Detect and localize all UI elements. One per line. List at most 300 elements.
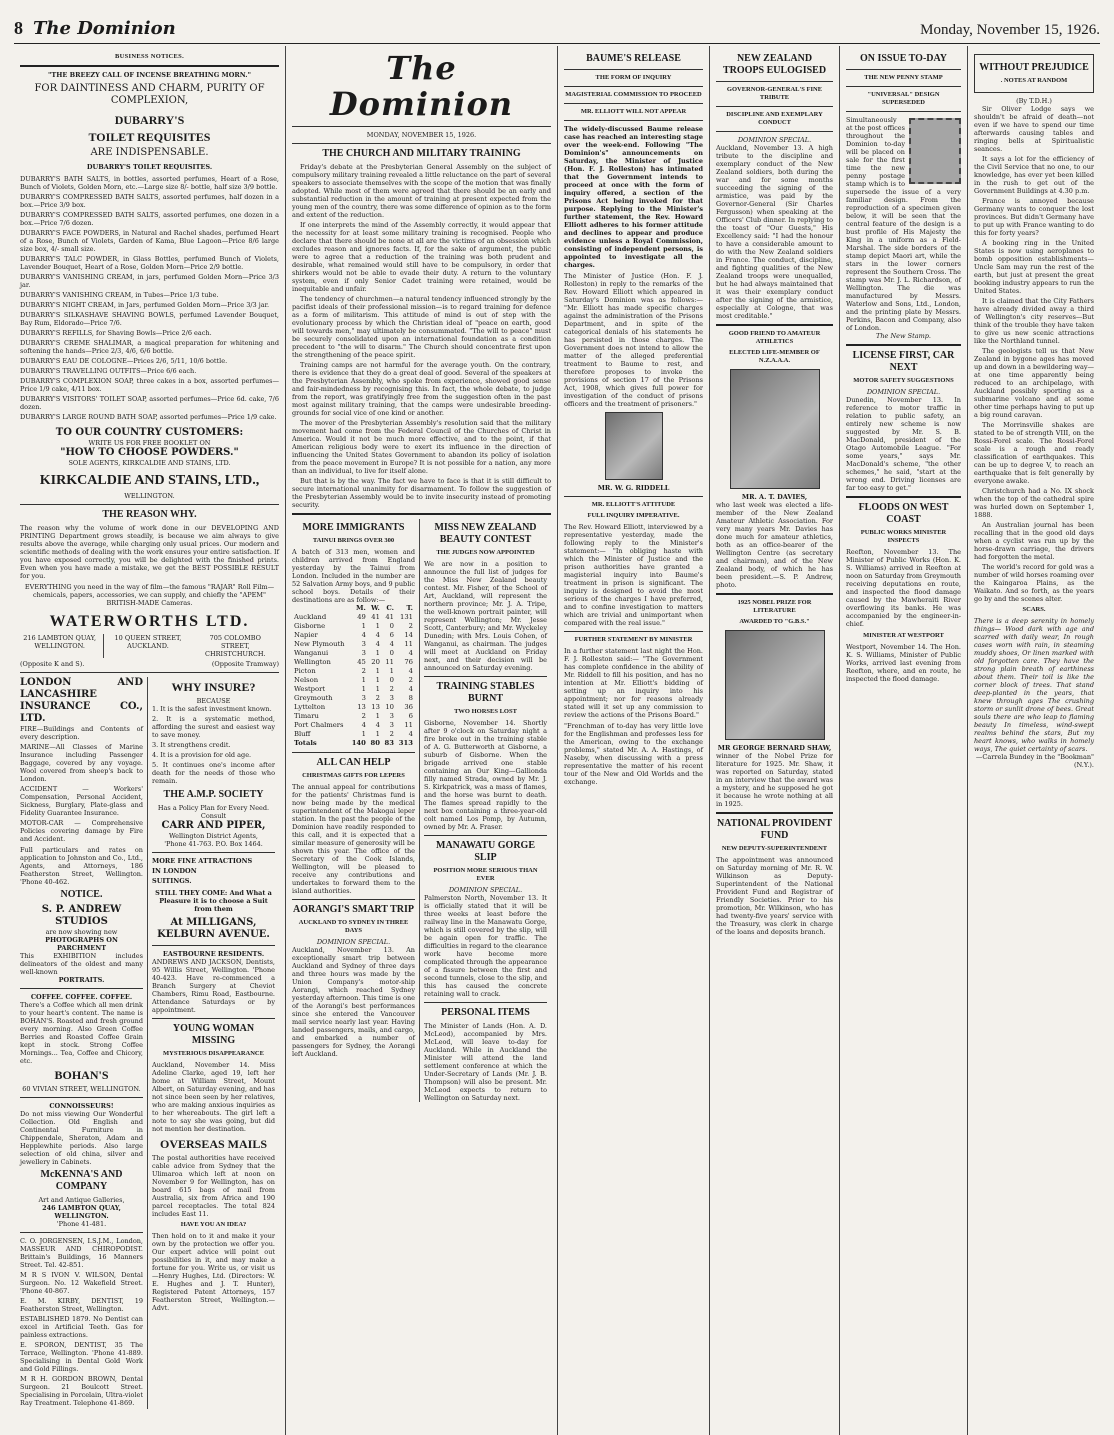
manawatu-text: Palmerston North, November 13. It is officially stated that it will be three weeks at least before the railway line in the Manawatu Gorge, which is still covered by the slip, will be again open for traffic. The difficulties in regard to the clearance work have become more complicated through the appearance of a fissure between the first and second tunnels, close to the slip, and this has caused the concrete retaining wall to crack. xyxy=(424,894,547,998)
dubarry-line: FOR DAINTINESS AND CHARM, PURITY OF COMPLEXION, xyxy=(34,83,265,106)
dental-item: M R S IVON V. WILSON, Dental Surgeon. No. 12 Wakefield Street. 'Phone 40-867. xyxy=(20,1271,143,1295)
dubarry-list-head: DUBARRY'S TOILET REQUISITES. xyxy=(86,163,213,171)
table-row xyxy=(292,613,415,622)
athletics-sub: ELECTED LIFE-MEMBER OF N.Z.A.A.A. xyxy=(729,349,820,364)
beauty-text: We are now in a position to announce the full list of judges for the Miss New Zealand beauty contest. Mr. Fisher, of the School of Art, Auckland, will represent the northern province; Mr. J. A. Tripe, the well-known portrait painter, will represent Wellington; Mr. Jesse Scott, Canterbury; and Mr. Wyckeley Dunedin; with Mrs. Louis Cohen, of Wanganui, as chairman. The judges will meet at Auckland on Friday next, and their decision will be announced on Saturday evening. xyxy=(424,560,547,672)
table-cell: M. xyxy=(356,604,366,612)
scars-head: SCARS. xyxy=(1022,606,1046,613)
table-row xyxy=(292,703,415,712)
amp-consult: Consult xyxy=(200,812,227,820)
waterworths-addr: 10 QUEEN STREET, AUCKLAND. xyxy=(114,634,182,650)
bohans-title: BOHAN'S xyxy=(54,1068,109,1082)
westport-text: Westport, November 14. The Hon. K. S. Williams, Minister of Public Works, arrived last evening from Reefton, where, and en route, he inspected the flood damage. xyxy=(846,643,961,683)
why-item: 1. It is the safest investment known. xyxy=(152,705,272,713)
floods-title: FLOODS ON WEST COAST xyxy=(858,502,949,525)
table-cell: 2 xyxy=(375,694,380,702)
baume-column xyxy=(558,46,710,1435)
masthead: The Dominion xyxy=(329,49,514,123)
table-cell: Nelson xyxy=(294,676,319,684)
penny-stamp-image xyxy=(909,118,961,184)
dubarry-item: DUBARRY'S REFILLS, for Shaving Bowls—Price 2/6 each. xyxy=(20,329,212,337)
ks-city: WELLINGTON. xyxy=(124,492,175,500)
table-cell: 41 xyxy=(385,613,394,621)
idea-text: Then hold on to it and make it your own by the protection we offer you. Our expert advice will point out possibilities in it, and may make a fortune for you. Write us, or visit us—Henry Hughes, Ltd. (Directors: W. E. Hughes and J. T. Hunter), Registered Patent Attorneys, 157 Featherston Street, Wellington.—Advt. xyxy=(152,1232,275,1312)
mckennas-phone: 'Phone 41-481. xyxy=(56,1220,107,1228)
milligans: At MILLIGANS, KELBURN AVENUE. xyxy=(157,917,270,940)
table-row xyxy=(292,640,415,649)
troops-special: DOMINION SPECIAL. xyxy=(737,136,812,144)
license-text: Dunedin, November 13. In reference to motor traffic in relation to public safety, an entirely new scheme is now suggested by Mr. S. B. MacDonald, president of the Otago Automobile League. "For some years," says Mr. MacDonald's scheme, "the other schemes," he said, "start at the wrong end. Driving licenses are far too easy to get." xyxy=(846,396,961,492)
table-cell: 2 xyxy=(389,685,394,693)
table-cell: Wanganui xyxy=(294,649,329,657)
mckennas-sub: Art and Antique Galleries, xyxy=(38,1196,125,1204)
table-cell: Gisborne xyxy=(294,622,326,630)
table-cell: 6 xyxy=(408,712,413,720)
table-cell: New Plymouth xyxy=(294,640,345,648)
london-foot: Full particulars and rates on application to Johnston and Co., Ltd., Agents, and Attorneys, 186 Featherston Street, Wellington. 'Phone 40-462. xyxy=(20,846,143,886)
page-header xyxy=(14,18,1100,44)
dubarry-item: DUBARRY'S VANISHING CREAM, in jars, perfumed Golden Morn—Price 3/3 jar. xyxy=(20,273,279,289)
table-cell: 80 xyxy=(370,739,380,747)
connoisseurs-head: CONNOISSEURS! xyxy=(49,1102,114,1110)
table-cell: 140 xyxy=(351,739,366,747)
dubarry-title-2: TOILET REQUISITES xyxy=(88,130,211,144)
table-cell: 0 xyxy=(389,622,394,630)
table-cell: 4 xyxy=(375,721,380,729)
why-because: BECAUSE xyxy=(196,697,231,705)
table-row xyxy=(292,694,415,703)
prov-text: "Frenchman of to-day has very little love for the Englishman and professes less for the American, owing to the exchange problems," stated Mr. A. A. Hastings, of Naseby, when discussing with a press representative the matter of his recent tour of the New and Old Worlds and the exchange. xyxy=(564,722,703,786)
why-insure-title: WHY INSURE? xyxy=(171,680,256,694)
reason-line2: EVERYTHING you need in the way of film—the famous "RAJAR" Roll Film—chemicals, papers, accessories, we can supply, and chiefly the "APEM" BRITISH-MADE Cameras. xyxy=(24,583,275,607)
personal-text: The Minister of Lands (Hon. A. D. McLeod), accompanied by Mrs. McLeod, will leave to-day for Auckland. While in Auckland the Minister will attend the land settlement conference at which the Under-Secretary of Lands (Mr. J. B. Thompson) will also be present. Mr. McLeod expects to return to Wellington on Saturday next. xyxy=(424,1022,547,1102)
table-cell: 0 xyxy=(389,649,394,657)
table-cell: Timaru xyxy=(294,712,319,720)
table-header xyxy=(292,604,415,613)
table-cell: 1 xyxy=(375,730,380,738)
editorial-paragraph: Friday's debate at the Presbyterian General Assembly on the subject of compulsory military training revealed a little reluctance on the part of several speakers to associate themselves with the scope of the motion that was finally adopted. While most of them were agreed that there should be an early and substantial reduction in the amount of training at present expected from the young men of the country, there was some difference of opinion as to the form and extent of the reduction. xyxy=(292,163,551,219)
dubarry-item: DUBARRY'S COMPRESSED BATH SALTS, assorted perfumes, one dozen in a box.—Price 7/6 dozen. xyxy=(20,211,279,227)
dubarry-item: DUBARRY'S TALC POWDER, in Glass Bottles, perfumed Bunch of Violets, Lavender Bouquet, Heart of a Rose, Golden Morn—Price 2/9 bottle. xyxy=(20,255,279,271)
table-cell: 4 xyxy=(361,631,366,639)
idea-title: HAVE YOU AN IDEA? xyxy=(180,1221,247,1228)
stamp-text: Simultaneously at the post offices throughout the Dominion to-day will be placed on sale for the first time the new penny postage stamp which is to supersede the issue of a very familiar design. From the reproduction of a specimen given below, it will be seen that the central feature of the design is a bust profile of His Majesty the King in a uniform as a Field-Marshal. The side borders of the stamp depict Maori art, while the stars in the lower corners represent the Southern Cross. The stamp was Mr. J. L. Richardson, of Wellington. The die was manufactured by Messrs. Waterlow and Sons, Ltd., London, and the printing plate by Messrs. Perkins, Bacon and Company, also of London. xyxy=(846,116,961,332)
notes-paragraph: The geologists tell us that New Zealand in bygone ages has moved up and down in a bewildering way—at one time apparently being reduced to an archipelago, with Auckland possibly sporting as a submarine volcano and at some other time perhaps having to put up a big round caravan. xyxy=(974,347,1094,419)
floods-text: Reefton, November 13. The Minister of Public Works (Hon. K. S. Williams) arrived in Reefton at noon on Saturday from Greymouth receiving deputations en route, and inspected the flood damage caused by the Mawheraiti River overflowing its banks. He was accompanied by the engineer-in-chief. xyxy=(846,548,961,628)
stamp-caption: The New Stamp. xyxy=(876,332,931,340)
table-cell: W. xyxy=(370,604,380,612)
table-cell: 1 xyxy=(375,676,380,684)
london-item: ACCIDENT — Workers' Compensation, Personal Accident, Sickness, Burglary, Plate-glass and Fidelity Guarantee Insurance. xyxy=(20,785,143,817)
dental-item: E. SPORON, DENTIST, 35 The Terrace, Wellington. 'Phone 41-889. Specialising in Dental Gold Work and Gold Fillings. xyxy=(20,1341,143,1373)
table-cell: Auckland xyxy=(294,613,327,621)
table-cell: 6 xyxy=(389,631,394,639)
eastbourne-head: EASTBOURNE RESIDENTS. xyxy=(162,950,265,958)
table-cell: 2 xyxy=(408,622,413,630)
why-item: 5. It continues one's income after death for the needs of those who remain. xyxy=(152,761,275,785)
stamp-column xyxy=(840,46,968,1435)
missing-sub: MYSTERIOUS DISAPPEARANCE xyxy=(163,1050,264,1057)
davies-caption: MR. A. T. DAVIES, xyxy=(741,493,808,501)
studios-text: This EXHIBITION includes delineators of the oldest and many well-known xyxy=(20,952,143,976)
further-text: In a further statement last night the Hon. F. J. Rolleston said:— "The Government has complete confidence in the ability of Mr. Riddell to fill his position, and has no intention at Mr. Elliott's bidding of setting up an inquiry into his appointment; nor for reasons already stated will it set up any commission to review the actions of the Prisons Board." xyxy=(564,647,703,719)
table-cell: 1 xyxy=(361,685,366,693)
attitude-text: The Rev. Howard Elliott, interviewed by a representative yesterday, made the following reply to the Minister's statement:— "In obliging haste with which the Minister of Justice and the prison authorities have granted a magisterial inquiry into Baume's treatment in prison is significant. The inquiry is designed to avoid the most serious of the charges I have preferred, and to confine investigation to matters which are trivial and unimportant when compared with the real issue." xyxy=(564,523,703,627)
table-cell: C. xyxy=(386,604,394,612)
why-item: 3. It strengthens credit. xyxy=(152,741,231,749)
table-cell: T. xyxy=(406,604,413,612)
dubarry-item: DUBARRY'S EAU DE COLOGNE—Prices 2/6, 5/11, 10/6 bottle. xyxy=(20,357,228,365)
still-coming: STILL THEY COME: And What a Pleasure it is to choose a Suit from them xyxy=(155,889,272,913)
help-sub: CHRISTMAS GIFTS FOR LEPERS xyxy=(302,772,405,779)
reason-head: THE REASON WHY. xyxy=(102,509,197,520)
dubarry-item: DUBARRY'S LARGE ROUND BATH SOAP, assorted perfumes—Price 1/9 cake. xyxy=(20,413,277,421)
dubarry-item: DUBARRY'S TRAVELLING OUTFITS—Price 6/6 each. xyxy=(20,367,197,375)
stables-text: Gisborne, November 14. Shortly after 9 o'clock on Saturday night a fire broke out in the training stable of A. G. Butterworth at Gisborne, a suburb of Gisborne. When the brigade arrived one stable containing an Our King—Gallionda filly named Strada, owned by Mr. J. S. Kirkpatrick, was a mass of flames, and the horse was burnt to death. The flames spread rapidly to the next box containing a three-year-old colt named Los Pomp, by Autumn, owned by Mr. A. Fraser. xyxy=(424,719,547,831)
table-cell: 10 xyxy=(385,703,394,711)
issue-date: Monday, November 15, 1926. xyxy=(920,22,1100,38)
customers-head: TO OUR COUNTRY CUSTOMERS: xyxy=(55,427,244,438)
waterworths-title: WATERWORTHS LTD. xyxy=(49,613,250,630)
table-cell: Wellington xyxy=(294,658,331,666)
notes-sign: (N.Y.). xyxy=(1074,761,1094,769)
table-cell: 45 xyxy=(357,658,366,666)
table-cell: Napier xyxy=(294,631,318,639)
dubarry-item: DUBARRY'S SILKASHAVE SHAVING BOWLS, perfumed Lavender Bouquet, Bay Rum, Eldorado—Price 7/6. xyxy=(20,311,279,327)
personal-title: PERSONAL ITEMS xyxy=(441,1007,530,1018)
business-notices-column xyxy=(14,46,286,1435)
notes-body xyxy=(974,105,1094,603)
table-row xyxy=(292,658,415,667)
poem-credit: —Carrela Bundey in the "Bookman" xyxy=(975,753,1094,761)
notes-sub: . NOTES AT RANDOM xyxy=(1000,77,1068,84)
ks-title: KIRKCALDIE AND STAINS, LTD., xyxy=(39,473,260,488)
table-cell: 83 xyxy=(384,739,394,747)
amp-agents-2: Wellington District Agents, xyxy=(168,832,258,840)
fund-text: The appointment was announced on Saturday morning of Mr. R. W. Wilkinson as Deputy-Superintendent of the National Provident Fund and Registrar of Friendly Societies. Prior to his promotion, Mr. Wilkinson, who has had twenty-five years' service with the Treasury, was clerk in charge of the loans and deposits branch. xyxy=(716,856,833,936)
table-cell: Westport xyxy=(294,685,326,693)
table-cell: 3 xyxy=(361,649,366,657)
notes-paragraph: It says a lot for the efficiency of the Civil Service that no one, to our knowledge, has ever yet been killed in the rush to get out of the Government Buildings at 4.30 p.m. xyxy=(974,155,1094,195)
table-row xyxy=(292,712,415,721)
notes-column xyxy=(968,46,1100,1435)
coffee-text: There's a Coffee which all men drink to your heart's content. The name is BOHAN'S. Roasted and fresh ground every morning. Also Green Coffee Berries and Roasted Coffee Grain kept in stock. Strong Coffee Mornings... Tea, Coffee and Chicory, etc. xyxy=(20,1001,143,1065)
studios-line: are now showing new xyxy=(45,928,118,936)
eastbourne-text: ANDREWS AND JACKSON, Dentists, 95 Willis Street, Wellington. 'Phone 40-423. Have re-commenced a Branch Surgery at Cheviot Chambers, Rimu Road, Eastbourne. Attendance Saturdays or by appointment. xyxy=(152,958,275,1014)
notes-title: WITHOUT PREJUDICE xyxy=(979,62,1089,73)
page-number: 8 xyxy=(14,18,23,38)
baume-title: BAUME'S RELEASE xyxy=(586,53,681,64)
editorial-paragraph: If one interprets the mind of the Assembly correctly, it would appear that the necessity for at least some military training is recognised. People who declare that there should be none at all are the victims of an obsession which excludes reason and ignores facts. If, for the sake of argument, the public were to agree that a reduction of the training was both prudent and desirable, what remained would still have to be compulsory, in order that shirkers would not be able to evade their duty. A return to the voluntary system, even if only Senior Cadet training were retained, would be inequitable and unfair. xyxy=(292,221,551,293)
notice-label: NOTICE. xyxy=(60,889,103,900)
london-item: MOTOR-CAR — Comprehensive Policies covering damage by Fire and Accident. xyxy=(20,819,143,843)
table-cell: 1 xyxy=(361,730,366,738)
dubarry-item: DUBARRY'S VISITORS' TOILET SOAP, assorted perfumes—Price 6d. cake, 7/6 dozen. xyxy=(20,395,279,411)
moor-line: IN LONDON xyxy=(152,867,197,875)
amp-phone: 'Phone 41-763. P.O. Box 1464. xyxy=(164,840,263,848)
customers-agents: SOLE AGENTS, KIRKCALDIE AND STAINS, LTD. xyxy=(68,459,231,467)
london-item: MARINE—All Classes of Marine Insurance including Passenger Baggage, covered by any voyage. Wool covered from sheep's back to London. xyxy=(20,743,143,783)
table-cell: 2 xyxy=(361,667,366,675)
table-cell: 2 xyxy=(389,730,394,738)
table-cell: 76 xyxy=(404,658,413,666)
studios-photos: PHOTOGRAPHS ON PARCHMENT xyxy=(45,936,118,952)
editorial-body xyxy=(292,163,551,509)
dubarry-title: DUBARRY'S xyxy=(114,113,185,127)
editorial-paragraph: The mover of the Presbyterian Assembly's resolution said that the military movement had come from the Federal Council of the Churches of Christ in America. Would it not be much more effective, and to the point, if that American religious body were to exert its influence in the direction of influencing the United States Government to abandon its policy of isolation from the peace movement in Europe? It is not possible for a nation, any more than an individual, to live for itself alone. xyxy=(292,419,551,475)
table-cell: 1 xyxy=(361,676,366,684)
beauty-sub: THE JUDGES NOW APPOINTED xyxy=(436,549,535,556)
why-insure-list xyxy=(152,705,275,785)
table-cell: Picton xyxy=(294,667,316,675)
imm-title: MORE IMMIGRANTS xyxy=(302,522,405,533)
mails-text: The postal authorities have received cable advice from Sydney that the Ulimaroa which left at noon on November 9 for Wellington, has on board 615 bags of mail from Australia, six from Africa and 190 parcel receptacles. The total 824 includes East 11. xyxy=(152,1154,275,1218)
nobel-sub: AWARDED TO "G.B.S." xyxy=(739,618,810,625)
coffee-head: COFFEE. COFFEE. COFFEE. xyxy=(30,993,133,1001)
customers-booklet: "HOW TO CHOOSE POWDERS." xyxy=(60,447,239,458)
table-cell: 4 xyxy=(375,631,380,639)
notes-paragraph: It is claimed that the City Fathers have already divided away a third of Wellington's city reserves—But think of the trouble they have taken to give us new scenic attractions like the Northland tunnel. xyxy=(974,297,1094,345)
mckennas-addr: 246 LAMBTON QUAY, WELLINGTON. xyxy=(42,1204,121,1220)
table-cell: 1 xyxy=(389,667,394,675)
table-cell: 8 xyxy=(408,694,413,702)
table-cell: 36 xyxy=(404,703,413,711)
aorangi-sub: AUCKLAND TO SYDNEY IN THREE DAYS xyxy=(298,919,409,934)
table-cell: 2 xyxy=(408,676,413,684)
london-item: FIRE—Buildings and Contents of every description. xyxy=(20,725,143,741)
help-text: The annual appeal for contributions for the patients' Christmas fund is now being made by the medical superintendent of the Makogai leper station. In the past the people of the Dominion have readily responded to this call, and it is expected that a similar measure of generosity will be shown this year. The office of the Secretary of the Cook Islands, Wellington, will be pleased to receive any contributions and undertakes to forward them to the island authorities. xyxy=(292,783,415,895)
baume-sub1: THE FORM OF INQUIRY xyxy=(595,74,672,81)
reason-text: The reason why the volume of work done in our DEVELOPING AND PRINTING Department grows steadily, is because we aim always to give results above the average, while charging only usual prices. Our modern and scientific methods of dealing with the work ensures your entire satisfaction. If you have exposed correctly, you will be delighted with the finished prints. Even when you have made a mistake, we get the BEST POSSIBLE RESULT for you. xyxy=(20,524,279,580)
table-cell: 20 xyxy=(371,658,380,666)
table-cell: 3 xyxy=(389,712,394,720)
waterworths-note: (Opposite K and S). xyxy=(20,660,85,668)
dubarry-product-list xyxy=(20,175,279,421)
fund-title: NATIONAL PROVIDENT FUND xyxy=(716,818,833,841)
editorial-paragraph: But that is by the way. The fact we have to face is that it is still difficult to secure international unanimity for disarmament. To follow the suggestion of the Presbyterian Assembly would be to invite insecurity instead of promoting security. xyxy=(292,477,551,509)
aorangi-title: AORANGI'S SMART TRIP xyxy=(293,904,414,915)
manawatu-title: MANAWATU GORGE SLIP xyxy=(436,840,535,863)
editorial-title: THE CHURCH AND MILITARY TRAINING xyxy=(322,148,521,159)
further-title: FURTHER STATEMENT BY MINISTER xyxy=(574,636,693,643)
table-cell: 11 xyxy=(404,721,413,729)
table-cell: Totals xyxy=(294,739,317,747)
manawatu-special: DOMINION SPECIAL. xyxy=(448,886,523,894)
help-title: ALL CAN HELP xyxy=(316,757,391,768)
dubarry-item: DUBARRY'S VANISHING CREAM, in Tubes—Price 1/3 tube. xyxy=(20,291,219,299)
table-cell: 4 xyxy=(389,640,394,648)
paper-name: The Dominion xyxy=(33,18,176,39)
table-cell: 3 xyxy=(361,640,366,648)
moor-line: MORE FINE ATTRACTIONS xyxy=(152,857,253,865)
london-items xyxy=(20,725,143,843)
troops-text: Auckland, November 13. A high tribute to the discipline and exemplary conduct of the New Zealand soldiers, both during the war and for some months succeeding the signing of the armistice, was paid by the Governor-General (Sir Charles Fergusson) when speaking at the Officers' Club dinner. In replying to the toast of "Our Guests," His Excellency said: "I had the honour to have a considerable amount to do with the New Zealand soldiers in France. The conduct, discipline, and fighting qualities of the New Zealand troops were unequalled, but he had always maintained that it was their exemplary conduct after the signing of the armistice, especially at Cologne, that was most creditable." xyxy=(716,144,833,320)
mails-title: OVERSEAS MAILS xyxy=(159,1137,268,1151)
troops-column xyxy=(710,46,840,1435)
moor-line: SUITINGS. xyxy=(152,877,192,885)
table-cell: 3 xyxy=(389,721,394,729)
dental-item: ESTABLISHED 1879. No Dentist can excel in Artificial Teeth. Gas for painless extractions. xyxy=(20,1315,143,1339)
stables-title: TRAINING STABLES BURNT xyxy=(436,681,535,704)
table-row xyxy=(292,721,415,730)
dental-item: C. O. JORGENSEN, I.S.J.M., London, MASSEUR AND CHIROPODIST. Brittain's Buildings, 16 Manners Street. Tel. 42-851. xyxy=(20,1237,143,1269)
attitude-title: MR. ELLIOTT'S ATTITUDE xyxy=(591,501,676,508)
aorangi-special: DOMINION SPECIAL. xyxy=(316,938,391,946)
manawatu-sub: POSITION MORE SERIOUS THAN EVER xyxy=(433,867,538,882)
dubarry-item: DUBARRY'S CREME SHALIMAR, a magical preparation for whitening and softening the hands—Price 2/3, 4/6, 6/6 bottle. xyxy=(20,339,279,355)
license-special: DOMINION SPECIAL. xyxy=(866,388,941,396)
nobel-text: winner of the Nobel Prize for literature for 1925. Mr. Shaw, it was reported on Saturday, stated in an interview that the award was a mystery, and he supposed he got it because he wrote nothing at all in 1925. xyxy=(716,752,833,808)
stamp-sub2: "UNIVERSAL" DESIGN SUPERSEDED xyxy=(867,91,940,106)
table-row xyxy=(292,649,415,658)
table-cell: Greymouth xyxy=(294,694,333,702)
table-cell: 11 xyxy=(404,640,413,648)
table-cell: 3 xyxy=(361,694,366,702)
dubarry-item: DUBARRY'S NIGHT CREAM, in Jars, perfumed Golden Morn—Price 3/3 jar. xyxy=(20,301,270,309)
athletics-text: who last week was elected a life-member of the New Zealand Amateur Athletic Association. For very many years Mr. Davies has done much for amateur athletics, both as an office-bearer of the Wellington Centre (as secretary and chairman), and of the New Zealand body, of which he has been president.—S. P. Andrew, photo. xyxy=(716,501,833,589)
table-cell: 1 xyxy=(375,622,380,630)
dental-notices xyxy=(20,1237,143,1407)
athletics-title: GOOD FRIEND TO AMATEUR ATHLETICS xyxy=(728,330,821,345)
dubarry-subtitle: ARE INDISPENSABLE. xyxy=(90,147,209,158)
studios-title: S. P. ANDREW STUDIOS xyxy=(41,904,122,927)
stables-sub: TWO HORSES LOST xyxy=(454,708,517,715)
editorial-paragraph: Training camps are not harmful for the average youth. On the contrary, there is evidence that they do a great deal of good. Several of the speakers at the Presbyterian Assembly, who spoke from experience, showed good sense and fair-mindedness by recognising this. In fact, the whole debate, to judge from the report, was gratifyingly free from the suggestion often in the past most against military training, that the camps were undesirable breeding-grounds for social vice of one kind or another. xyxy=(292,361,551,417)
table-row xyxy=(292,622,415,631)
license-title: LICENSE FIRST, CAR NEXT xyxy=(852,350,955,373)
troops-sub2: DISCIPLINE AND EXEMPLARY CONDUCT xyxy=(726,111,823,126)
mckennas-title: McKENNA'S AND COMPANY xyxy=(40,1169,123,1192)
amp-line: Has a Policy Plan for Every Need. xyxy=(157,804,270,812)
table-cell: 131 xyxy=(400,613,413,621)
waterworths-addresses xyxy=(20,634,279,658)
bohans-addr: 60 VIVIAN STREET, WELLINGTON. xyxy=(22,1085,141,1093)
imm-text: A batch of 313 men, women and children arrived from England yesterday by the Tainui from London. Included in the number are 52 Salvation Army boys, and 9 public school boys. Details of their destinations are as follow:— xyxy=(292,548,415,604)
dubarry-tagline: "THE BREEZY CALL OF INCENSE BREATHING MORN." xyxy=(48,71,251,79)
table-row xyxy=(292,730,415,739)
notes-paragraph: The world's record for gold was a number of wild horses roaming over the Kaingaroa Plains, as the Waikato. And so forth, as the years go by and the scenes alter. xyxy=(974,563,1094,603)
notes-paragraph: A booking ring in the United States is now using aeroplanes to bomb opposition establishments—Uncle Sam may run the rest of the earth, but just at present the great booking industry appears to run the United States. xyxy=(974,239,1094,295)
table-cell: 1 xyxy=(375,685,380,693)
notes-byline: (By T.D.H.) xyxy=(1016,97,1052,105)
table-cell: Port Chalmers xyxy=(294,721,344,729)
london-title: LONDON AND LANCASHIRE INSURANCE CO., LTD. xyxy=(20,677,143,724)
notes-paragraph: The Morrinsville shakes are stated to be of strength VIII, on the Rossi-Forel scale. The Rossi-Forel scale is a rough and ready classification of earthquakes. This can be up to degree V, to reach an earthquake that is felt generally by everyone awake. xyxy=(974,421,1094,485)
table-cell: 13 xyxy=(371,703,380,711)
dental-item: E. M. KIRBY, DENTIST, 19 Featherston Street, Wellington. xyxy=(20,1297,143,1313)
table-cell: 14 xyxy=(404,631,413,639)
riddell-caption: MR. W. G. RIDDELL xyxy=(597,484,670,492)
table-cell: 4 xyxy=(408,685,413,693)
table-cell: 4 xyxy=(361,721,366,729)
beauty-title: MISS NEW ZEALAND BEAUTY CONTEST xyxy=(434,522,537,545)
notes-paragraph: Sir Oliver Lodge says we shouldn't be afraid of death—not even if we have to spend our time afterwards causing tables and ringing bells at Spiritualistic seances. xyxy=(974,105,1094,153)
dental-item: M R H. GORDON BROWN, Dental Surgeon. 21 Boulcott Street. Specialising in Porcelain, Ultra-violet Ray Treatment. Telephone 41-869. xyxy=(20,1375,143,1407)
riddell-photo xyxy=(605,412,663,480)
connoisseurs-text: Do not miss viewing Our Wonderful Collection. Old English and Continental Furniture in Chippendale, Sheraton, Adam and Hepplewhite periods. Also large selection of old china, silver and jewellery in Cabinets. xyxy=(20,1110,143,1166)
amp-agents: CARR AND PIPER, xyxy=(161,820,266,831)
table-cell: Lyttelton xyxy=(294,703,326,711)
table-cell: 13 xyxy=(357,703,366,711)
scars-poem: There is a deep serenity in homely things— Wood dark with age and scarred with daily wear, In rough cases worn with rain, in steaming muddy shoes, Or linen marked with old forgotten care. They have the strong plain breath of earthiness about them. Their toil is like the corner block of trees. That stand deep-planted in the years, that knew through ages The crushing storm or sunlit drone of bees. Great souls there are who leap to flaming beauty In timeless, wind-swept realms behind the stars, But my heart knows, who walks in homely ways, The quiet certainty of scars. xyxy=(974,617,1094,753)
table-cell: 0 xyxy=(389,676,394,684)
notes-paragraph: Christchurch had a No. IX shock when the top of the cathedral spire was hurled down on September 1, 1888. xyxy=(974,487,1094,519)
table-cell: 2 xyxy=(361,712,366,720)
dubarry-item: DUBARRY'S COMPLEXION SOAP, three cakes in a box, assorted perfumes—Price 1/9 cake, 4/11 box. xyxy=(20,377,279,393)
table-cell: 41 xyxy=(371,613,380,621)
table-cell: 11 xyxy=(385,658,394,666)
baume-body: The Minister of Justice (Hon. F. J. Rolleston) in reply to the remarks of the Rev. Howard Elliott which appeared in Saturday's Dominion was as follows:— "Mr. Elliott has made specific charges against the administration of the Prisons Department, and in spite of the categorical denials of his statements he has persisted in those charges. The Government does not intend to allow the matter of the alleged preferential treatment to Baume to rest, and therefore proposes to invoke the provisions of section 17 of the Prisons Act, 1908, which gives full power for investigation of the conduct of prisons officers and the treatment of prisoners." xyxy=(564,272,703,408)
stamp-sub1: THE NEW PENNY STAMP xyxy=(864,74,943,81)
stamp-title: ON ISSUE TO-DAY xyxy=(859,53,948,64)
table-cell: 4 xyxy=(408,730,413,738)
table-cell: 1 xyxy=(361,622,366,630)
table-cell: 4 xyxy=(375,640,380,648)
shaw-photo xyxy=(725,630,825,740)
baume-intro: The widely-discussed Baume release case has reached an interesting stage over the week-end. Following "The Dominion's" announcements on Saturday, the Minister of Justice (Hon. F. J. Rolleston) has intimated that the Government intends to proceed at once with the form of inquiry offered, a section of the Prisons Act being invoked for that purpose. Replying to the Minister's further statement, the Rev. Howard Elliott adheres to his former attitude and declines to appear and produce evidence unless a Royal Commission, consisting of independent persons, is appointed to investigate all the charges. xyxy=(564,125,703,269)
aorangi-text: Auckland, November 13. An exceptionally smart trip between Auckland and Sydney of three days and three hours was made by the Union Company's motor-ship Aorangi, which reached Sydney yesterday afternoon. This time is one of the Aorangi's best performances since she entered the Vancouver mail service nearly last year. Having landed passengers, mails, and cargo, and embarked a number of passengers for Sydney, the Aorangi left Auckland. xyxy=(292,946,415,1058)
notes-paragraph: France is annoyed because Germany wants to conquer the lost provinces. But didn't Germany have to put up with France wanting to do this for forty years? xyxy=(974,197,1094,237)
attitude-sub: FULL INQUIRY IMPERATIVE. xyxy=(587,512,680,519)
immigrants-table xyxy=(292,604,415,748)
editorial-paragraph: The tendency of churchmen—a natural tendency influenced strongly by the pacifist ideals of their professional mission—is to regard training for defence as a form of militarism. This attitude of mind is out of step with the evolutionary process by which the Christian ideal of "peace on earth, good will towards men," may ultimately be consummated. "The will to peace" must be securely consolidated upon an international foundation as a condition precedent to "the will to disarm." The Church should concentrate first upon the strengthening of the peace spirit. xyxy=(292,295,551,359)
dubarry-item: DUBARRY'S COMPRESSED BATH SALTS, assorted perfumes, half dozen in a box.—Price 3/9 box. xyxy=(20,193,279,209)
table-cell: 4 xyxy=(408,667,413,675)
table-row xyxy=(292,667,415,676)
davies-photo xyxy=(730,369,820,489)
fund-sub: NEW DEPUTY-SUPERINTENDENT xyxy=(721,845,828,852)
troops-title: NEW ZEALAND TROOPS EULOGISED xyxy=(722,53,827,76)
amp-title: THE A.M.P. SOCIETY xyxy=(163,789,264,800)
table-cell: 1 xyxy=(375,667,380,675)
section-label: BUSINESS NOTICES. xyxy=(114,53,185,60)
dateline: MONDAY, NOVEMBER 15, 1926. xyxy=(366,131,477,139)
imm-sub: TAINUI BRINGS OVER 300 xyxy=(312,537,395,544)
table-cell: 313 xyxy=(398,739,413,747)
table-total-row xyxy=(292,739,415,748)
nobel-title: 1925 NOBEL PRIZE FOR LITERATURE xyxy=(737,599,812,614)
waterworths-addr: 705 COLOMBO STREET, CHRISTCHURCH. xyxy=(205,634,266,658)
dubarry-item: DUBARRY'S FACE POWDERS, in Natural and Rachel shades, perfumed Heart of a Rose, Bunch of Violets, Garden of Kama, Blue Lagoon—Price 8/6 large size box, 4/- small size. xyxy=(20,229,279,253)
notes-paragraph: An Australian journal has been recalling that in the good old days when a cyclist was run up by the horse-drawn carriage, the drivers had forgotten the metal. xyxy=(974,521,1094,561)
table-row xyxy=(292,685,415,694)
westport-title: MINISTER AT WESTPORT xyxy=(863,632,944,639)
floods-sub: PUBLIC WORKS MINISTER INSPECTS xyxy=(860,529,947,544)
baume-sub3: MR. ELLIOTT WILL NOT APPEAR xyxy=(580,108,687,115)
why-item: 4. It is a provision for old age. xyxy=(152,751,252,759)
table-cell: 3 xyxy=(389,694,394,702)
table-cell: 1 xyxy=(375,649,380,657)
missing-text: Auckland, November 14. Miss Adeline Clarke, aged 19, left her home at William Street, Mount Albert, on Saturday evening, and has not since been seen by her relatives, who are making anxious inquiries as to her whereabouts. The girl left a note to say she was going, but did not mention her destination. xyxy=(152,1061,275,1133)
waterworths-addr: 216 LAMBTON QUAY, WELLINGTON. xyxy=(20,634,104,658)
troops-sub1: GOVERNOR-GENERAL'S FINE TRIBUTE xyxy=(726,86,823,101)
shaw-caption: MR GEORGE BERNARD SHAW, xyxy=(717,744,832,752)
baume-sub2: MAGISTERIAL COMMISSION TO PROCEED xyxy=(565,91,702,98)
table-cell xyxy=(292,604,349,613)
why-item: 2. It is a systematic method, affording the surest and easiest way to save money. xyxy=(152,715,275,739)
table-row xyxy=(292,676,415,685)
waterworths-note: (Opposite Tramway) xyxy=(211,660,279,668)
table-cell: 49 xyxy=(357,613,366,621)
dubarry-item: DUBARRY'S BATH SALTS, in bottles, assorted perfumes, Heart of a Rose, Bunch of Violets, Golden Morn, etc.—Large size 8/- bottle, half size 3/9 bottle. xyxy=(20,175,279,191)
table-row xyxy=(292,631,415,640)
editorial-column xyxy=(286,46,558,1435)
table-cell: Bluff xyxy=(294,730,311,738)
customers-line: WRITE US FOR FREE BOOKLET ON xyxy=(88,439,211,447)
table-cell: 1 xyxy=(375,712,380,720)
studios-portraits: PORTRAITS. xyxy=(58,976,105,984)
table-cell: 4 xyxy=(408,649,413,657)
